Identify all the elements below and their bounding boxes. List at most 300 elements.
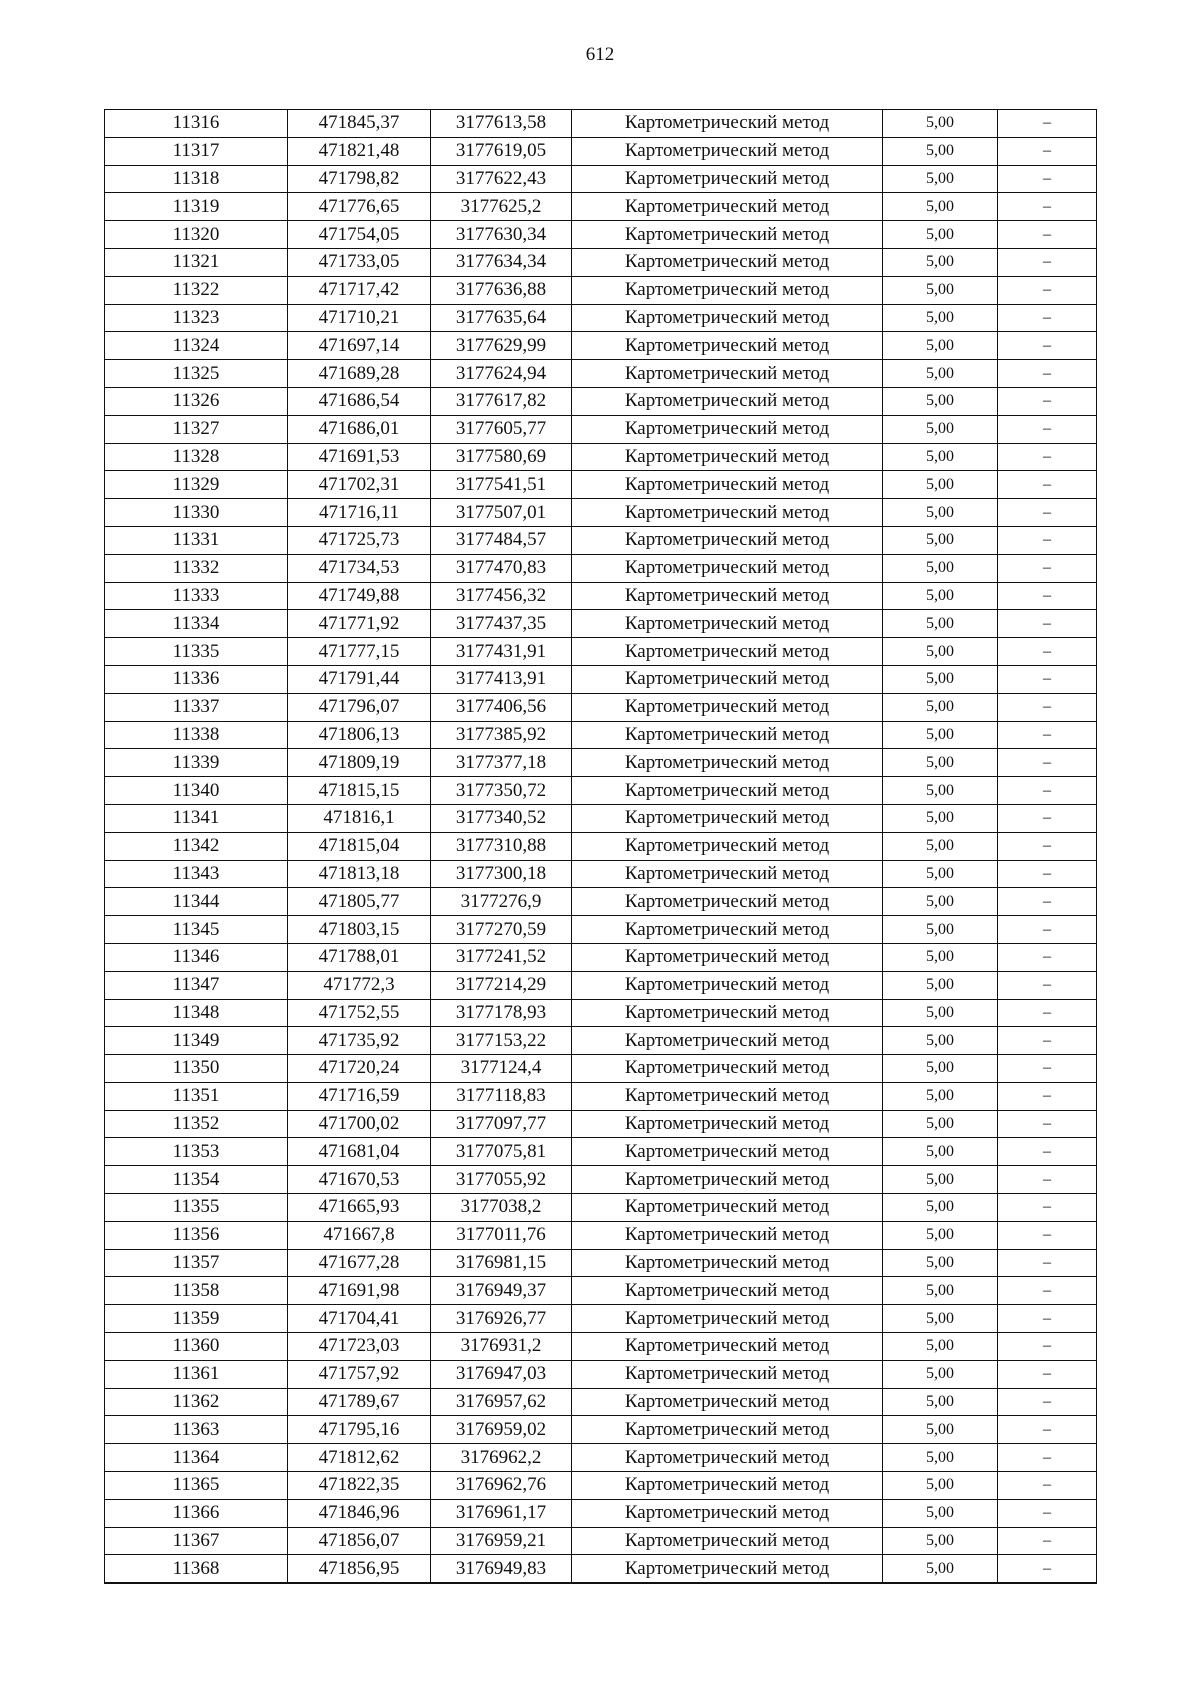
table-row	[105, 832, 1097, 860]
point-number-cell: 11340	[105, 777, 288, 805]
point-number-cell: 11359	[105, 1305, 288, 1333]
note-cell: –	[998, 749, 1097, 777]
point-number-cell: 11357	[105, 1249, 288, 1277]
y-coordinate-cell: 3177605,77	[431, 415, 572, 443]
point-number-cell: 11347	[105, 971, 288, 999]
table-row	[105, 360, 1097, 388]
method-cell: Картометрический метод	[572, 193, 883, 221]
y-coordinate-cell: 3177617,82	[431, 387, 572, 415]
note-cell: –	[998, 804, 1097, 832]
table-row	[105, 1221, 1097, 1249]
table-row	[105, 582, 1097, 610]
x-coordinate-cell: 471733,05	[288, 248, 431, 276]
note-cell: –	[998, 1055, 1097, 1083]
table-row	[105, 248, 1097, 276]
x-coordinate-cell: 471816,1	[288, 804, 431, 832]
accuracy-cell: 5,00	[883, 999, 998, 1027]
method-cell: Картометрический метод	[572, 1527, 883, 1555]
accuracy-cell: 5,00	[883, 415, 998, 443]
x-coordinate-cell: 471700,02	[288, 1110, 431, 1138]
table-row	[105, 1388, 1097, 1416]
table-row	[105, 1416, 1097, 1444]
x-coordinate-cell: 471803,15	[288, 916, 431, 944]
x-coordinate-cell: 471702,31	[288, 471, 431, 499]
note-cell: –	[998, 888, 1097, 916]
accuracy-cell: 5,00	[883, 693, 998, 721]
method-cell: Картометрический метод	[572, 749, 883, 777]
method-cell: Картометрический метод	[572, 1472, 883, 1500]
point-number-cell: 11360	[105, 1333, 288, 1361]
point-number-cell: 11368	[105, 1555, 288, 1583]
accuracy-cell: 5,00	[883, 1055, 998, 1083]
table-row	[105, 471, 1097, 499]
x-coordinate-cell: 471691,53	[288, 443, 431, 471]
method-cell: Картометрический метод	[572, 693, 883, 721]
accuracy-cell: 5,00	[883, 610, 998, 638]
y-coordinate-cell: 3177636,88	[431, 276, 572, 304]
point-number-cell: 11364	[105, 1444, 288, 1472]
note-cell: –	[998, 248, 1097, 276]
method-cell: Картометрический метод	[572, 221, 883, 249]
method-cell: Картометрический метод	[572, 1555, 883, 1583]
note-cell: –	[998, 610, 1097, 638]
point-number-cell: 11358	[105, 1277, 288, 1305]
page-number: 612	[585, 44, 615, 65]
y-coordinate-cell: 3177630,34	[431, 221, 572, 249]
note-cell: –	[998, 1082, 1097, 1110]
y-coordinate-cell: 3177124,4	[431, 1055, 572, 1083]
table-row	[105, 943, 1097, 971]
method-cell: Картометрический метод	[572, 1082, 883, 1110]
point-number-cell: 11322	[105, 276, 288, 304]
method-cell: Картометрический метод	[572, 304, 883, 332]
coordinates-table-body	[105, 110, 1097, 1584]
note-cell: –	[998, 638, 1097, 666]
y-coordinate-cell: 3176959,21	[431, 1527, 572, 1555]
y-coordinate-cell: 3177241,52	[431, 943, 572, 971]
method-cell: Картометрический метод	[572, 1305, 883, 1333]
note-cell: –	[998, 860, 1097, 888]
method-cell: Картометрический метод	[572, 471, 883, 499]
y-coordinate-cell: 3177431,91	[431, 638, 572, 666]
y-coordinate-cell: 3177310,88	[431, 832, 572, 860]
point-number-cell: 11331	[105, 526, 288, 554]
point-number-cell: 11337	[105, 693, 288, 721]
note-cell: –	[998, 971, 1097, 999]
accuracy-cell: 5,00	[883, 248, 998, 276]
accuracy-cell: 5,00	[883, 276, 998, 304]
x-coordinate-cell: 471717,42	[288, 276, 431, 304]
note-cell: –	[998, 304, 1097, 332]
accuracy-cell: 5,00	[883, 1249, 998, 1277]
method-cell: Картометрический метод	[572, 165, 883, 193]
table-row	[105, 137, 1097, 165]
accuracy-cell: 5,00	[883, 304, 998, 332]
table-row	[105, 1333, 1097, 1361]
x-coordinate-cell: 471796,07	[288, 693, 431, 721]
table-row	[105, 721, 1097, 749]
y-coordinate-cell: 3177097,77	[431, 1110, 572, 1138]
note-cell: –	[998, 471, 1097, 499]
y-coordinate-cell: 3177635,64	[431, 304, 572, 332]
point-number-cell: 11352	[105, 1110, 288, 1138]
x-coordinate-cell: 471809,19	[288, 749, 431, 777]
note-cell: –	[998, 276, 1097, 304]
y-coordinate-cell: 3177055,92	[431, 1166, 572, 1194]
y-coordinate-cell: 3177350,72	[431, 777, 572, 805]
method-cell: Картометрический метод	[572, 1055, 883, 1083]
table-row	[105, 332, 1097, 360]
note-cell: –	[998, 1027, 1097, 1055]
accuracy-cell: 5,00	[883, 777, 998, 805]
y-coordinate-cell: 3176981,15	[431, 1249, 572, 1277]
table-row	[105, 1472, 1097, 1500]
table-row	[105, 1110, 1097, 1138]
x-coordinate-cell: 471776,65	[288, 193, 431, 221]
table-row	[105, 1527, 1097, 1555]
method-cell: Картометрический метод	[572, 916, 883, 944]
point-number-cell: 11349	[105, 1027, 288, 1055]
y-coordinate-cell: 3176959,02	[431, 1416, 572, 1444]
note-cell: –	[998, 999, 1097, 1027]
x-coordinate-cell: 471815,04	[288, 832, 431, 860]
x-coordinate-cell: 471846,96	[288, 1499, 431, 1527]
point-number-cell: 11361	[105, 1360, 288, 1388]
table-row	[105, 1166, 1097, 1194]
note-cell: –	[998, 1249, 1097, 1277]
note-cell: –	[998, 1388, 1097, 1416]
method-cell: Картометрический метод	[572, 1110, 883, 1138]
point-number-cell: 11327	[105, 415, 288, 443]
method-cell: Картометрический метод	[572, 1194, 883, 1222]
note-cell: –	[998, 1416, 1097, 1444]
x-coordinate-cell: 471856,07	[288, 1527, 431, 1555]
note-cell: –	[998, 777, 1097, 805]
note-cell: –	[998, 1110, 1097, 1138]
point-number-cell: 11336	[105, 665, 288, 693]
x-coordinate-cell: 471725,73	[288, 526, 431, 554]
accuracy-cell: 5,00	[883, 1277, 998, 1305]
note-cell: –	[998, 1138, 1097, 1166]
x-coordinate-cell: 471795,16	[288, 1416, 431, 1444]
y-coordinate-cell: 3177456,32	[431, 582, 572, 610]
x-coordinate-cell: 471757,92	[288, 1360, 431, 1388]
x-coordinate-cell: 471697,14	[288, 332, 431, 360]
point-number-cell: 11342	[105, 832, 288, 860]
x-coordinate-cell: 471681,04	[288, 1138, 431, 1166]
y-coordinate-cell: 3177541,51	[431, 471, 572, 499]
method-cell: Картометрический метод	[572, 360, 883, 388]
method-cell: Картометрический метод	[572, 415, 883, 443]
point-number-cell: 11316	[105, 110, 288, 138]
table-row	[105, 1027, 1097, 1055]
method-cell: Картометрический метод	[572, 248, 883, 276]
accuracy-cell: 5,00	[883, 471, 998, 499]
note-cell: –	[998, 443, 1097, 471]
y-coordinate-cell: 3177377,18	[431, 749, 572, 777]
note-cell: –	[998, 693, 1097, 721]
y-coordinate-cell: 3176949,83	[431, 1555, 572, 1583]
note-cell: –	[998, 332, 1097, 360]
table-row	[105, 1360, 1097, 1388]
point-number-cell: 11329	[105, 471, 288, 499]
accuracy-cell: 5,00	[883, 1194, 998, 1222]
y-coordinate-cell: 3177038,2	[431, 1194, 572, 1222]
table-row	[105, 193, 1097, 221]
accuracy-cell: 5,00	[883, 638, 998, 666]
y-coordinate-cell: 3177625,2	[431, 193, 572, 221]
point-number-cell: 11344	[105, 888, 288, 916]
method-cell: Картометрический метод	[572, 721, 883, 749]
y-coordinate-cell: 3177629,99	[431, 332, 572, 360]
y-coordinate-cell: 3177580,69	[431, 443, 572, 471]
method-cell: Картометрический метод	[572, 860, 883, 888]
x-coordinate-cell: 471677,28	[288, 1249, 431, 1277]
point-number-cell: 11366	[105, 1499, 288, 1527]
point-number-cell: 11355	[105, 1194, 288, 1222]
y-coordinate-cell: 3177011,76	[431, 1221, 572, 1249]
method-cell: Картометрический метод	[572, 582, 883, 610]
point-number-cell: 11367	[105, 1527, 288, 1555]
accuracy-cell: 5,00	[883, 1082, 998, 1110]
accuracy-cell: 5,00	[883, 1472, 998, 1500]
accuracy-cell: 5,00	[883, 916, 998, 944]
method-cell: Картометрический метод	[572, 804, 883, 832]
x-coordinate-cell: 471806,13	[288, 721, 431, 749]
method-cell: Картометрический метод	[572, 665, 883, 693]
x-coordinate-cell: 471845,37	[288, 110, 431, 138]
point-number-cell: 11320	[105, 221, 288, 249]
note-cell: –	[998, 526, 1097, 554]
table-row	[105, 1444, 1097, 1472]
table-row	[105, 1194, 1097, 1222]
note-cell: –	[998, 165, 1097, 193]
accuracy-cell: 5,00	[883, 804, 998, 832]
method-cell: Картометрический метод	[572, 1277, 883, 1305]
point-number-cell: 11326	[105, 387, 288, 415]
point-number-cell: 11365	[105, 1472, 288, 1500]
note-cell: –	[998, 582, 1097, 610]
note-cell: –	[998, 1472, 1097, 1500]
point-number-cell: 11334	[105, 610, 288, 638]
accuracy-cell: 5,00	[883, 1110, 998, 1138]
note-cell: –	[998, 916, 1097, 944]
accuracy-cell: 5,00	[883, 554, 998, 582]
y-coordinate-cell: 3177470,83	[431, 554, 572, 582]
accuracy-cell: 5,00	[883, 665, 998, 693]
note-cell: –	[998, 1333, 1097, 1361]
x-coordinate-cell: 471815,15	[288, 777, 431, 805]
point-number-cell: 11363	[105, 1416, 288, 1444]
point-number-cell: 11343	[105, 860, 288, 888]
table-row	[105, 415, 1097, 443]
x-coordinate-cell: 471689,28	[288, 360, 431, 388]
method-cell: Картометрический метод	[572, 1166, 883, 1194]
accuracy-cell: 5,00	[883, 1027, 998, 1055]
point-number-cell: 11318	[105, 165, 288, 193]
x-coordinate-cell: 471805,77	[288, 888, 431, 916]
note-cell: –	[998, 110, 1097, 138]
point-number-cell: 11325	[105, 360, 288, 388]
method-cell: Картометрический метод	[572, 971, 883, 999]
x-coordinate-cell: 471791,44	[288, 665, 431, 693]
table-row	[105, 916, 1097, 944]
note-cell: –	[998, 360, 1097, 388]
accuracy-cell: 5,00	[883, 110, 998, 138]
note-cell: –	[998, 1277, 1097, 1305]
table-row	[105, 999, 1097, 1027]
table-row	[105, 804, 1097, 832]
table-row	[105, 1499, 1097, 1527]
x-coordinate-cell: 471734,53	[288, 554, 431, 582]
y-coordinate-cell: 3177300,18	[431, 860, 572, 888]
x-coordinate-cell: 471710,21	[288, 304, 431, 332]
method-cell: Картометрический метод	[572, 110, 883, 138]
y-coordinate-cell: 3176957,62	[431, 1388, 572, 1416]
table-row	[105, 1082, 1097, 1110]
accuracy-cell: 5,00	[883, 1166, 998, 1194]
y-coordinate-cell: 3177507,01	[431, 499, 572, 527]
accuracy-cell: 5,00	[883, 360, 998, 388]
accuracy-cell: 5,00	[883, 943, 998, 971]
accuracy-cell: 5,00	[883, 526, 998, 554]
method-cell: Картометрический метод	[572, 943, 883, 971]
point-number-cell: 11348	[105, 999, 288, 1027]
accuracy-cell: 5,00	[883, 332, 998, 360]
accuracy-cell: 5,00	[883, 499, 998, 527]
table-row	[105, 693, 1097, 721]
table-row	[105, 1305, 1097, 1333]
method-cell: Картометрический метод	[572, 387, 883, 415]
x-coordinate-cell: 471720,24	[288, 1055, 431, 1083]
point-number-cell: 11353	[105, 1138, 288, 1166]
method-cell: Картометрический метод	[572, 1360, 883, 1388]
point-number-cell: 11341	[105, 804, 288, 832]
method-cell: Картометрический метод	[572, 526, 883, 554]
x-coordinate-cell: 471772,3	[288, 971, 431, 999]
accuracy-cell: 5,00	[883, 221, 998, 249]
point-number-cell: 11321	[105, 248, 288, 276]
accuracy-cell: 5,00	[883, 721, 998, 749]
table-row	[105, 1249, 1097, 1277]
note-cell: –	[998, 1499, 1097, 1527]
coordinates-table	[104, 109, 1097, 1584]
y-coordinate-cell: 3176961,17	[431, 1499, 572, 1527]
accuracy-cell: 5,00	[883, 971, 998, 999]
x-coordinate-cell: 471813,18	[288, 860, 431, 888]
note-cell: –	[998, 554, 1097, 582]
point-number-cell: 11346	[105, 943, 288, 971]
point-number-cell: 11338	[105, 721, 288, 749]
method-cell: Картометрический метод	[572, 610, 883, 638]
table-row	[105, 665, 1097, 693]
y-coordinate-cell: 3177484,57	[431, 526, 572, 554]
method-cell: Картометрический метод	[572, 999, 883, 1027]
method-cell: Картометрический метод	[572, 276, 883, 304]
point-number-cell: 11351	[105, 1082, 288, 1110]
x-coordinate-cell: 471723,03	[288, 1333, 431, 1361]
x-coordinate-cell: 471798,82	[288, 165, 431, 193]
method-cell: Картометрический метод	[572, 1027, 883, 1055]
accuracy-cell: 5,00	[883, 1305, 998, 1333]
x-coordinate-cell: 471691,98	[288, 1277, 431, 1305]
table-row	[105, 610, 1097, 638]
y-coordinate-cell: 3177075,81	[431, 1138, 572, 1166]
y-coordinate-cell: 3176931,2	[431, 1333, 572, 1361]
table-row	[105, 1055, 1097, 1083]
table-row	[105, 526, 1097, 554]
y-coordinate-cell: 3177634,34	[431, 248, 572, 276]
accuracy-cell: 5,00	[883, 137, 998, 165]
point-number-cell: 11333	[105, 582, 288, 610]
y-coordinate-cell: 3177118,83	[431, 1082, 572, 1110]
table-row	[105, 971, 1097, 999]
y-coordinate-cell: 3177340,52	[431, 804, 572, 832]
accuracy-cell: 5,00	[883, 1444, 998, 1472]
point-number-cell: 11330	[105, 499, 288, 527]
accuracy-cell: 5,00	[883, 1499, 998, 1527]
x-coordinate-cell: 471704,41	[288, 1305, 431, 1333]
y-coordinate-cell: 3177270,59	[431, 916, 572, 944]
table-row	[105, 749, 1097, 777]
table-row	[105, 1277, 1097, 1305]
x-coordinate-cell: 471686,54	[288, 387, 431, 415]
method-cell: Картометрический метод	[572, 777, 883, 805]
y-coordinate-cell: 3177178,93	[431, 999, 572, 1027]
x-coordinate-cell: 471821,48	[288, 137, 431, 165]
point-number-cell: 11323	[105, 304, 288, 332]
table-row	[105, 1555, 1097, 1583]
x-coordinate-cell: 471754,05	[288, 221, 431, 249]
x-coordinate-cell: 471856,95	[288, 1555, 431, 1583]
y-coordinate-cell: 3177276,9	[431, 888, 572, 916]
point-number-cell: 11356	[105, 1221, 288, 1249]
y-coordinate-cell: 3177406,56	[431, 693, 572, 721]
table-row	[105, 499, 1097, 527]
method-cell: Картометрический метод	[572, 1249, 883, 1277]
table-row	[105, 888, 1097, 916]
y-coordinate-cell: 3177153,22	[431, 1027, 572, 1055]
note-cell: –	[998, 1166, 1097, 1194]
note-cell: –	[998, 415, 1097, 443]
method-cell: Картометрический метод	[572, 1221, 883, 1249]
note-cell: –	[998, 665, 1097, 693]
method-cell: Картометрический метод	[572, 1333, 883, 1361]
accuracy-cell: 5,00	[883, 1221, 998, 1249]
table-row	[105, 443, 1097, 471]
note-cell: –	[998, 832, 1097, 860]
accuracy-cell: 5,00	[883, 1388, 998, 1416]
point-number-cell: 11324	[105, 332, 288, 360]
method-cell: Картометрический метод	[572, 332, 883, 360]
y-coordinate-cell: 3177385,92	[431, 721, 572, 749]
table-row	[105, 638, 1097, 666]
note-cell: –	[998, 721, 1097, 749]
method-cell: Картометрический метод	[572, 1138, 883, 1166]
method-cell: Картометрический метод	[572, 888, 883, 916]
x-coordinate-cell: 471665,93	[288, 1194, 431, 1222]
accuracy-cell: 5,00	[883, 860, 998, 888]
x-coordinate-cell: 471812,62	[288, 1444, 431, 1472]
note-cell: –	[998, 1360, 1097, 1388]
method-cell: Картометрический метод	[572, 1416, 883, 1444]
table-row	[105, 110, 1097, 138]
y-coordinate-cell: 3177622,43	[431, 165, 572, 193]
y-coordinate-cell: 3176926,77	[431, 1305, 572, 1333]
note-cell: –	[998, 1194, 1097, 1222]
accuracy-cell: 5,00	[883, 749, 998, 777]
table-row	[105, 1138, 1097, 1166]
